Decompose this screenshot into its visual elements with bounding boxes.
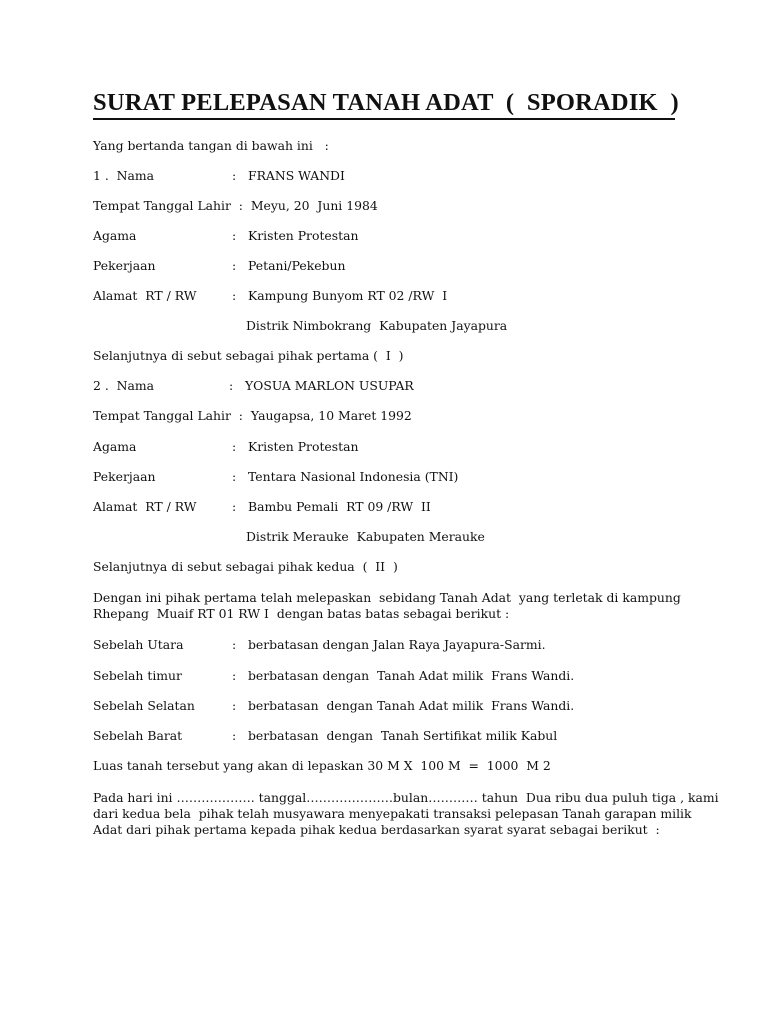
land-area: Luas tanah tersebut yang akan di lepaskan 30 M X 100 M = 1000 M 2 [93,758,551,773]
party1-religion-label: Agama [93,228,137,243]
party1-closing: Selanjutnya di sebut sebagai pihak pertama ( I ) [93,348,404,363]
party2-closing: Selanjutnya di sebut sebagai pihak kedua ( II ) [93,559,398,574]
party2-birth: Tempat Tanggal Lahir : Yaugapsa, 10 Maret 1992 [93,408,412,423]
border-south-value: : berbatasan dengan Tanah Adat milik Frans Wandi. [232,698,575,713]
party1-occupation-value: : Petani/Pekebun [232,258,346,273]
document-title: SURAT PELEPASAN TANAH ADAT ( SPORADIK ) [93,89,679,116]
intro-text: Yang bertanda tangan di bawah ini : [93,138,329,153]
party2-religion-value: : Kristen Protestan [232,439,359,454]
party1-religion-value: : Kristen Protestan [232,228,359,243]
party1-name-label: 1 . Nama [93,168,155,183]
agreement-line3: Adat dari pihak pertama kepada pihak kedua berdasarkan syarat syarat sebagai berikut : [93,822,660,837]
party1-address-value: : Kampung Bunyom RT 02 /RW I [232,288,448,303]
border-west-label: Sebelah Barat [93,728,183,743]
release-line2: Rhepang Muaif RT 01 RW I dengan batas batas sebagai berikut : [93,606,510,621]
party2-address-label: Alamat RT / RW [93,499,197,514]
release-line1: Dengan ini pihak pertama telah melepaskan sebidang Tanah Adat yang terletak di kampung [93,590,681,605]
party2-occupation-label: Pekerjaan [93,469,156,484]
party2-occupation-value: : Tentara Nasional Indonesia (TNI) [232,469,459,484]
border-south-label: Sebelah Selatan [93,698,195,713]
border-north-value: : berbatasan dengan Jalan Raya Jayapura-Sarmi. [232,637,546,652]
party2-address-value: : Bambu Pemali RT 09 /RW II [232,499,431,514]
party2-name-value: : YOSUA MARLON USUPAR [229,378,414,393]
border-east-label: Sebelah timur [93,668,182,683]
border-north-label: Sebelah Utara [93,637,184,652]
border-west-value: : berbatasan dengan Tanah Sertifikat milik Kabul [232,728,558,743]
party1-address-label: Alamat RT / RW [93,288,197,303]
party1-address-line2: Distrik Nimbokrang Kabupaten Jayapura [246,318,508,333]
agreement-line1: Pada hari ini ………………. tanggal…………………bulan………… tahun Dua ribu dua puluh tiga , kami [93,790,719,805]
party1-occupation-label: Pekerjaan [93,258,156,273]
party2-name-label: 2 . Nama [93,378,155,393]
agreement-line2: dari kedua bela pihak telah musyawara menyepakati transaksi pelepasan Tanah garapan milik [93,806,692,821]
border-east-value: : berbatasan dengan Tanah Adat milik Frans Wandi. [232,668,575,683]
party2-address-line2: Distrik Merauke Kabupaten Merauke [246,529,485,544]
party2-religion-label: Agama [93,439,137,454]
title-underline [93,118,675,120]
party1-name-value: : FRANS WANDI [232,168,345,183]
party1-birth: Tempat Tanggal Lahir : Meyu, 20 Juni 1984 [93,198,378,213]
